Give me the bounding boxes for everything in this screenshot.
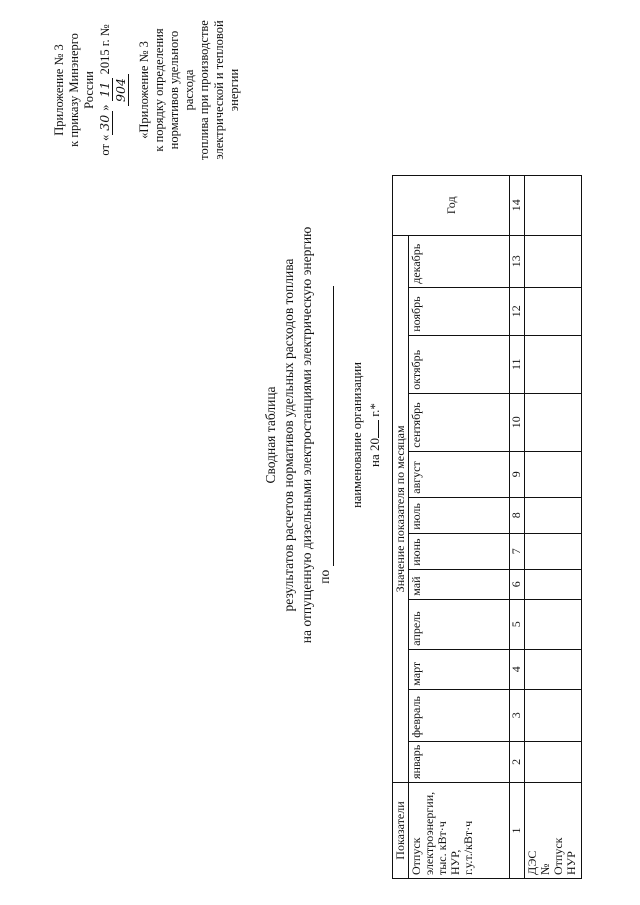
indicator-labels: Отпуск электроэнергии, тыс. кВт·ч НУР, г.у.т./кВт·ч: [409, 783, 510, 879]
col-number: 6: [510, 569, 525, 599]
col-number: 10: [510, 393, 525, 451]
table-cell: [525, 497, 582, 533]
col-number: 4: [510, 649, 525, 689]
col-number: 5: [510, 599, 525, 649]
summary-table: [392, 175, 582, 879]
annex-line-4: топлива при производстве: [197, 20, 211, 160]
month-december: декабрь: [409, 235, 510, 287]
month-may: май: [409, 569, 510, 599]
table-number-row: [510, 175, 525, 878]
table-cell: [525, 175, 582, 235]
annex-line-6: энергии: [227, 68, 241, 112]
annex-line-1: «Приложение № 3: [137, 41, 151, 139]
table-cell: [525, 287, 582, 335]
col-number: 9: [510, 451, 525, 497]
document-title: [262, 225, 334, 645]
col-number: 2: [510, 741, 525, 782]
header-appendix: [52, 15, 242, 165]
col-number: 11: [510, 335, 525, 393]
order-number: 904: [113, 74, 129, 106]
title-sub-1: результатов расчетов нормативов удельных расходов топлива: [281, 258, 296, 612]
org-line: по: [316, 225, 334, 645]
table-cell: [525, 569, 582, 599]
month-june: июнь: [409, 533, 510, 569]
table-row-station: [525, 175, 582, 878]
month-january: январь: [409, 741, 510, 782]
table-header-row-1: [393, 175, 409, 878]
annex-line-5: электрической и тепловой: [212, 20, 226, 160]
table-cell: [525, 393, 582, 451]
table-cell: [525, 533, 582, 569]
month-april: апрель: [409, 599, 510, 649]
col-number: 12: [510, 287, 525, 335]
appendix-number: Приложение № 3: [52, 44, 66, 136]
table-cell: [525, 649, 582, 689]
title-sub-2: на отпущенную дизельными электростанциями электрическую энергию: [299, 226, 314, 644]
col-number: 14: [510, 175, 525, 235]
month-november: ноябрь: [409, 287, 510, 335]
table-cell: [525, 335, 582, 393]
month-september: сентябрь: [409, 393, 510, 451]
year-blank: [378, 420, 379, 438]
header-indicators: Показатели: [393, 783, 409, 879]
table-cell: [525, 451, 582, 497]
org-blank: [319, 286, 334, 566]
month-august: август: [409, 451, 510, 497]
col-number: 3: [510, 689, 525, 741]
col-number: 7: [510, 533, 525, 569]
appendix-order: к приказу Минэнерго России: [67, 33, 96, 147]
table-cell: [525, 599, 582, 649]
annex-line-2: к порядку определения: [152, 28, 166, 152]
table-cell: [525, 741, 582, 782]
annex-line-3: нормативов удельного расхода: [167, 30, 196, 150]
date-day: 30: [97, 111, 113, 135]
col-number: 1: [510, 783, 525, 879]
table-header-row-2: [409, 175, 510, 878]
month-february: февраль: [409, 689, 510, 741]
title-main: Сводная таблица: [263, 386, 278, 484]
month-july: июль: [409, 497, 510, 533]
table-cell: [525, 689, 582, 741]
org-caption: наименование организации: [350, 362, 364, 508]
appendix-date: от «30» 11 2015 г. № 904: [97, 24, 128, 156]
month-march: март: [409, 649, 510, 689]
col-number: 13: [510, 235, 525, 287]
date-month: 11: [97, 78, 113, 102]
header-year: Год: [393, 175, 510, 235]
station-labels: ДЭС № Отпуск НУР: [525, 783, 582, 879]
header-monthly-values: Значение показателя по месяцам: [393, 235, 409, 782]
col-number: 8: [510, 497, 525, 533]
table-cell: [525, 235, 582, 287]
year-line: на 20 г.*: [367, 403, 382, 467]
month-october: октябрь: [409, 335, 510, 393]
